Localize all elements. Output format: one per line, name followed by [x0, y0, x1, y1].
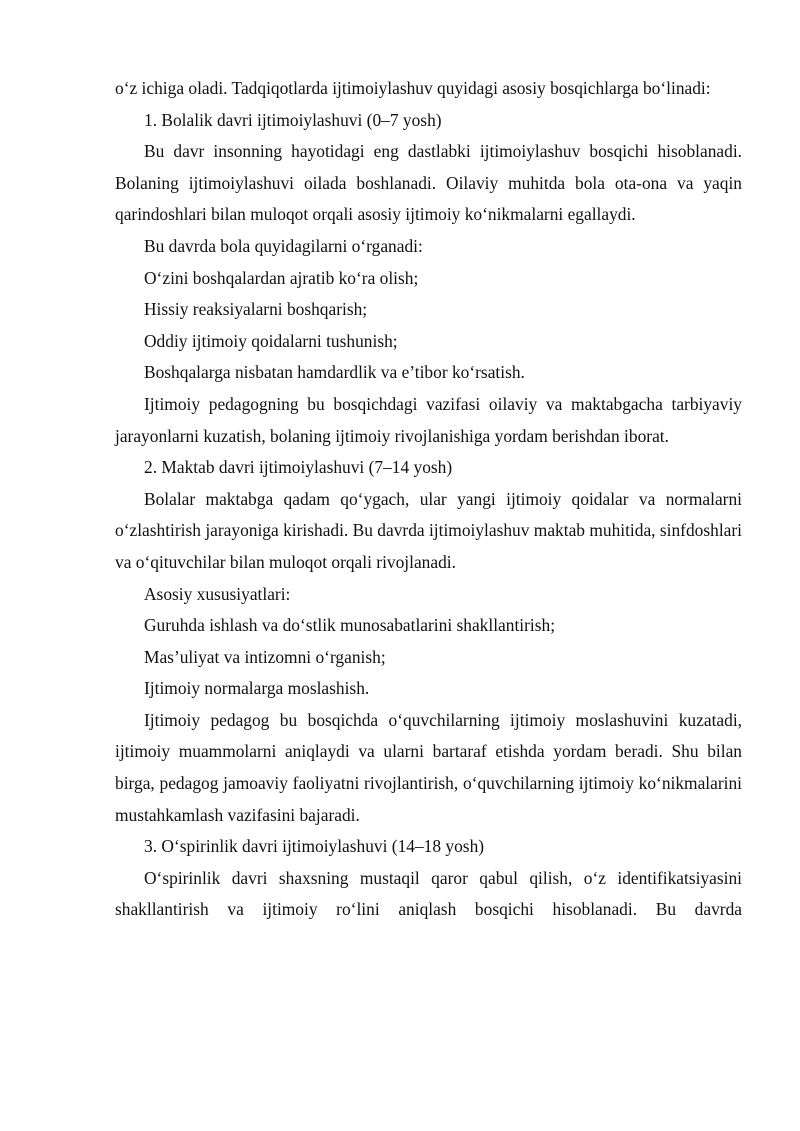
paragraph-school-pedagog-task: Ijtimoiy pedagog bu bosqichda o‘quvchilarning ijtimoiy moslashuvini kuzatadi, ijtimoiy muammolarni aniqlaydi va ularni bartaraf etishda yordam beradi. Shu bilan birga, pedagog jamoaviy faoliyatni rivojlantirish, o‘quvchilarning ijtimoiy ko‘nikmalarini mustahkamlash vazifasini bajaradi. [115, 709, 742, 825]
paragraph-childhood-description: Bu davr insonning hayotidagi eng dastlabki ijtimoiylashuv bosqichi hisoblanadi. Bolaning ijtimoiylashuvi oilada boshlanadi. Oilaviy muhitda bola ota-ona va yaqin qarindoshlari bilan muloqot orqali asosiy ijtimoiy ko‘nikmalarni egallaydi. [115, 141, 742, 225]
heading-school-stage: 2. Maktab davri ijtimoiylashuvi (7–14 yosh) [144, 457, 453, 478]
document-page [115, 73, 742, 926]
list-item-school-1: Guruhda ishlash va do‘stlik munosabatlarini shakllantirish; [144, 615, 556, 636]
paragraph-school-features-intro: Asosiy xususiyatlari: [144, 583, 291, 604]
heading-adolescence-stage: 3. O‘spirinlik davri ijtimoiylashuvi (14–18 yosh) [144, 836, 485, 857]
paragraph-school-description: Bolalar maktabga qadam qo‘ygach, ular yangi ijtimoiy qoidalar va normalarni o‘zlashtirish jarayoniga kirishadi. Bu davrda ijtimoiylashuv maktab muhitida, sinfdoshlari va o‘qituvchilar bilan muloqot orqali rivojlanadi. [115, 488, 742, 572]
list-item-school-2: Mas’uliyat va intizomni o‘rganish; [144, 646, 386, 667]
list-item-childhood-1: O‘zini boshqalardan ajratib ko‘ra olish; [144, 267, 419, 288]
paragraph-childhood-pedagog-task: Ijtimoiy pedagogning bu bosqichdagi vazifasi oilaviy va maktabgacha tarbiyaviy jarayonlarni kuzatish, bolaning ijtimoiy rivojlanishiga yordam berishdan iborat. [115, 393, 742, 446]
list-item-childhood-3: Oddiy ijtimoiy qoidalarni tushunish; [144, 330, 398, 351]
list-item-childhood-4: Boshqalarga nisbatan hamdardlik va e’tibor ko‘rsatish. [144, 362, 525, 383]
paragraph-intro-continuation: o‘z ichiga oladi. Tadqiqotlarda ijtimoiylashuv quyidagi asosiy bosqichlarga bo‘linadi: [115, 78, 711, 98]
heading-childhood-stage: 1. Bolalik davri ijtimoiylashuvi (0–7 yosh) [144, 109, 442, 130]
paragraph-adolescence-description: O‘spirinlik davri shaxsning mustaqil qaror qabul qilish, o‘z identifikatsiyasini shakllantirish va ijtimoiy ro‘lini aniqlash bosqichi hisoblanadi. Bu davrda [115, 867, 742, 920]
paragraph-childhood-learns-intro: Bu davrda bola quyidagilarni o‘rganadi: [144, 235, 423, 256]
list-item-school-3: Ijtimoiy normalarga moslashish. [144, 678, 370, 699]
list-item-childhood-2: Hissiy reaksiyalarni boshqarish; [144, 299, 368, 320]
